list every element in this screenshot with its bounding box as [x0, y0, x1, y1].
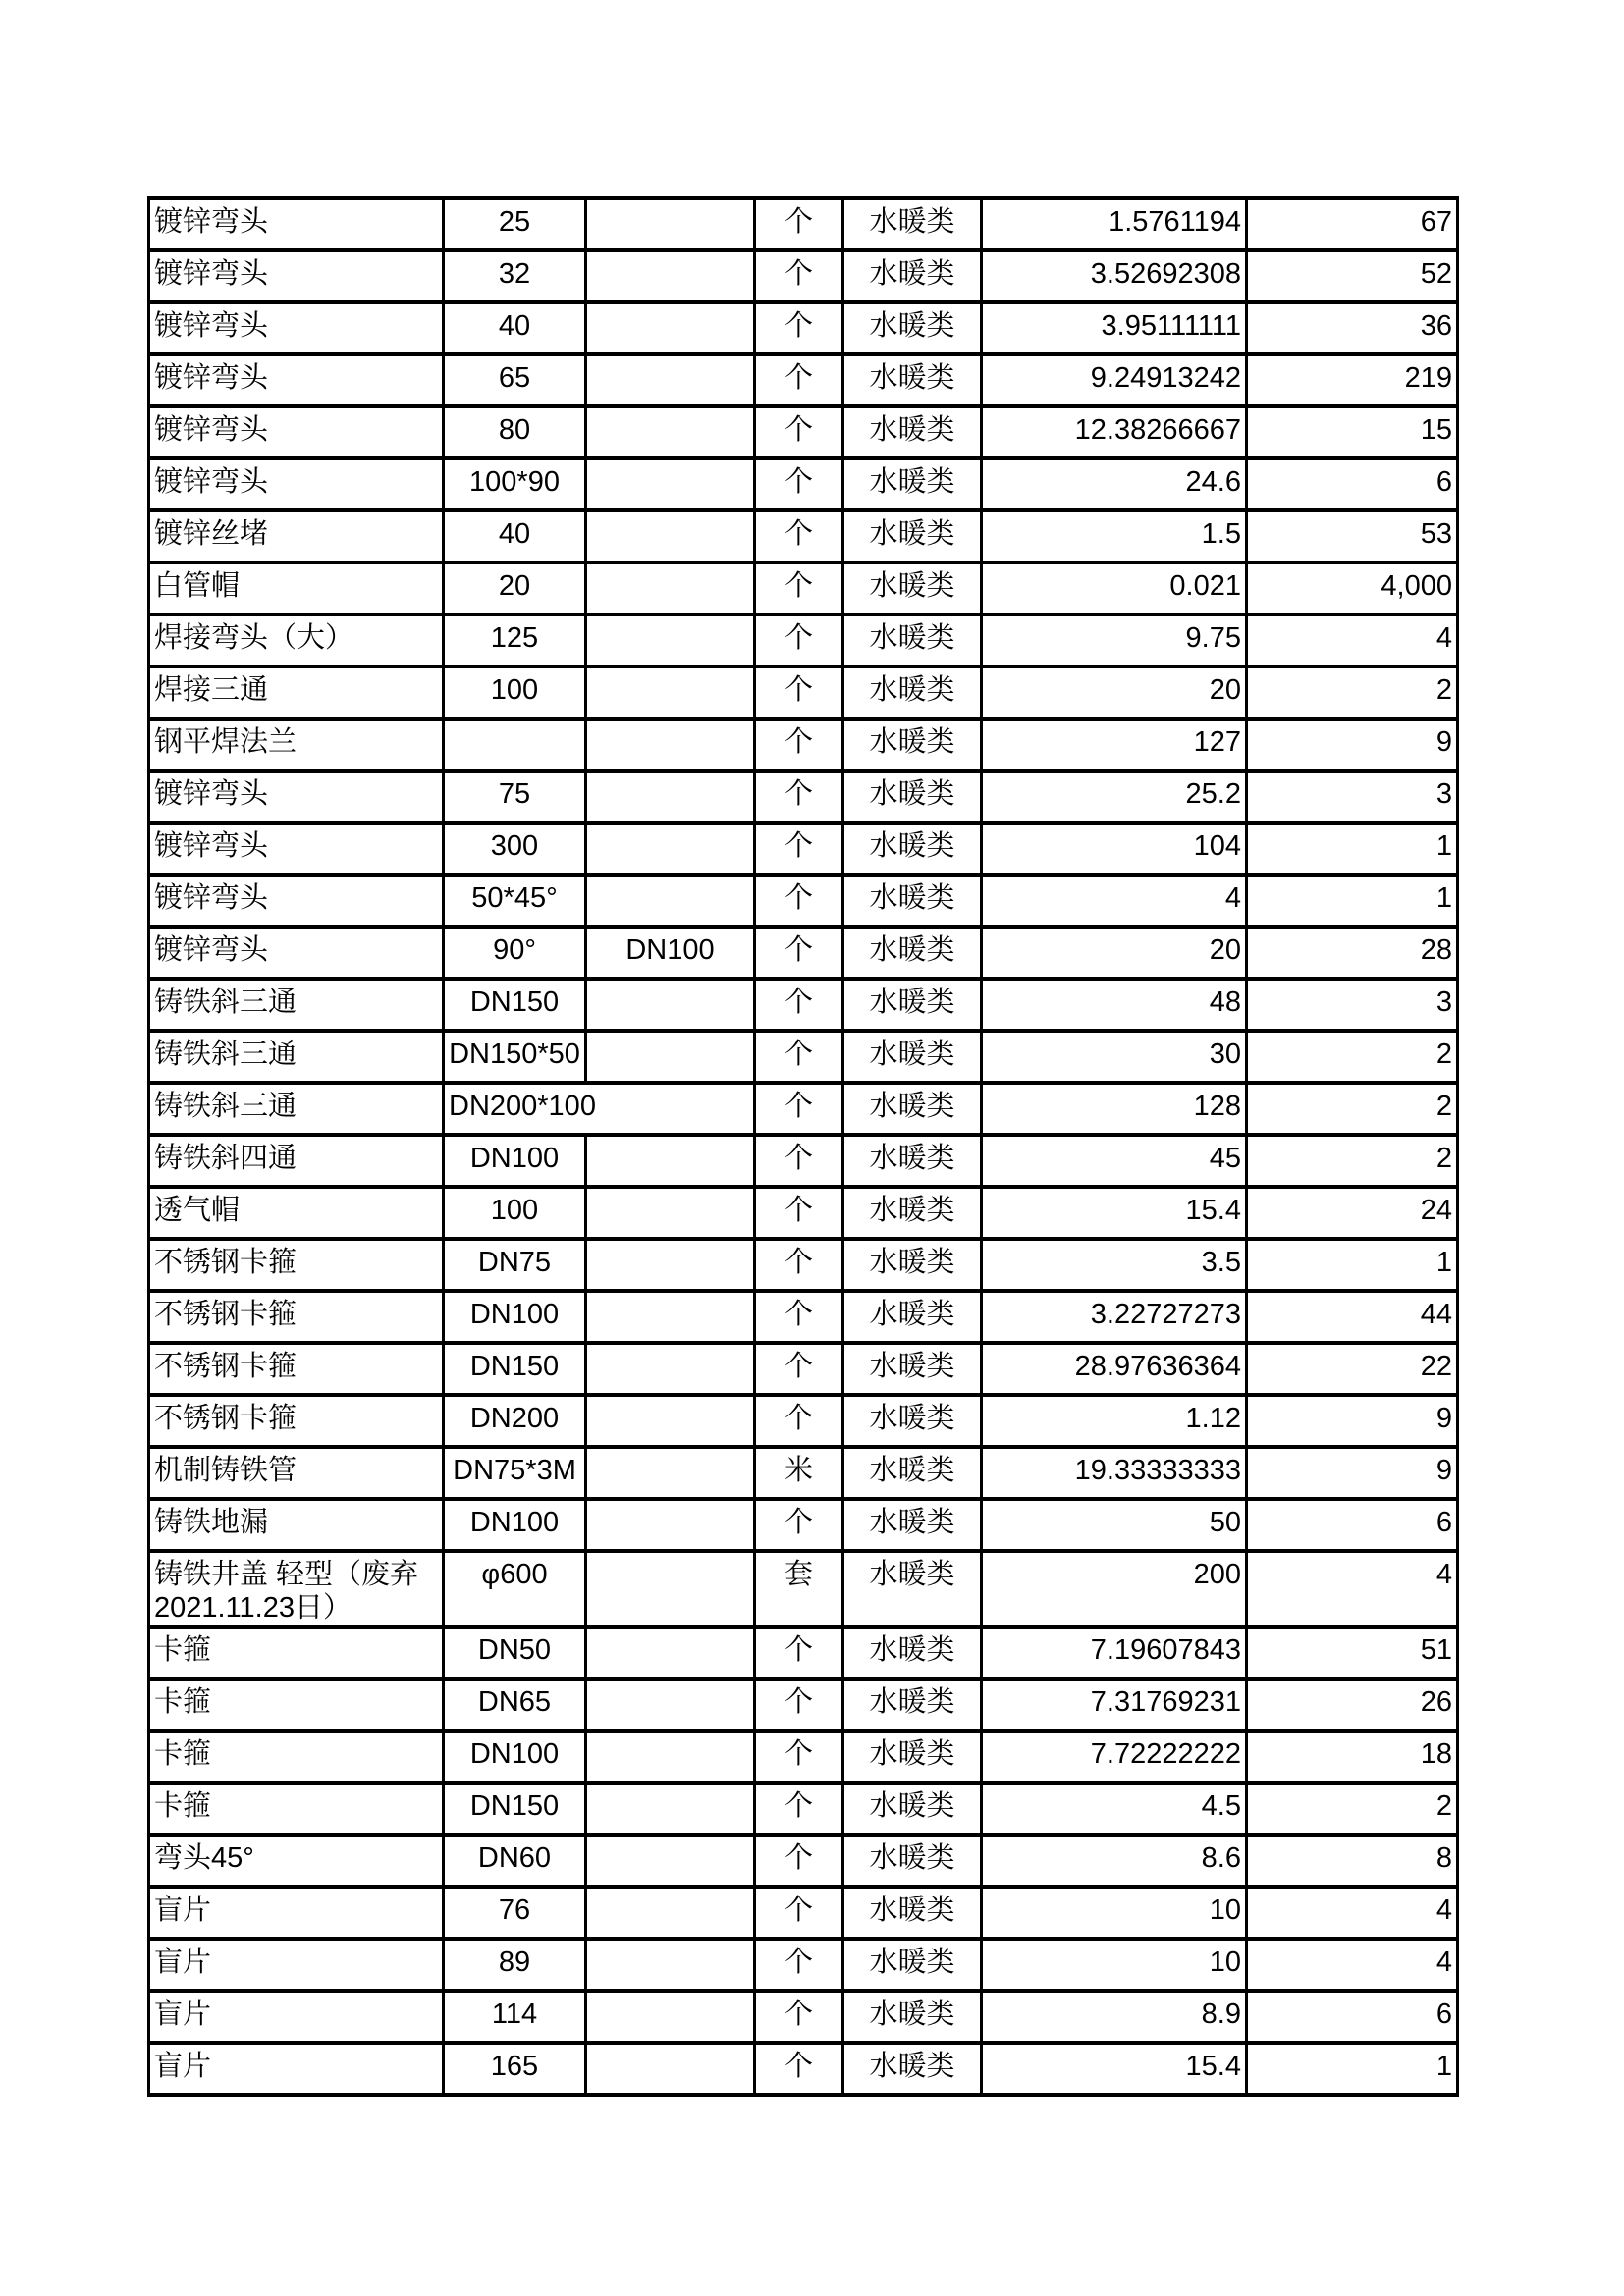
cell-qty: 15: [1247, 406, 1458, 458]
cell-spec1: DN150: [444, 1343, 586, 1395]
cell-spec1: 90°: [444, 927, 586, 979]
cell-spec1: 125: [444, 614, 586, 667]
cell-spec2: [586, 406, 755, 458]
cell-qty: 36: [1247, 302, 1458, 354]
cell-price: 15.4: [982, 1187, 1247, 1239]
cell-price: 7.31769231: [982, 1679, 1247, 1731]
table-row: [149, 1239, 1458, 1291]
cell-category: 水暖类: [843, 1031, 982, 1083]
cell-qty: 53: [1247, 510, 1458, 562]
cell-category: 水暖类: [843, 1135, 982, 1187]
cell-spec1: 300: [444, 823, 586, 875]
cell-unit: 个: [755, 1939, 843, 1991]
cell-spec1: DN200: [444, 1395, 586, 1447]
table-row: [149, 1939, 1458, 1991]
cell-spec2: [586, 198, 755, 250]
cell-category: 水暖类: [843, 1783, 982, 1835]
cell-name: 镀锌弯头: [149, 927, 444, 979]
cell-qty: 6: [1247, 458, 1458, 510]
cell-unit: 个: [755, 354, 843, 406]
cell-price: 19.33333333: [982, 1447, 1247, 1499]
cell-name: 透气帽: [149, 1187, 444, 1239]
cell-spec1: 114: [444, 1991, 586, 2043]
cell-unit: 米: [755, 1447, 843, 1499]
cell-spec2: [586, 719, 755, 771]
cell-price: 3.95111111: [982, 302, 1247, 354]
cell-spec2: [586, 1343, 755, 1395]
cell-unit: 个: [755, 1083, 843, 1135]
cell-category: 水暖类: [843, 1239, 982, 1291]
cell-price: 20: [982, 927, 1247, 979]
cell-qty: 9: [1247, 719, 1458, 771]
table-row: [149, 927, 1458, 979]
cell-name: 镀锌弯头: [149, 875, 444, 927]
cell-category: 水暖类: [843, 1835, 982, 1887]
cell-category: 水暖类: [843, 354, 982, 406]
cell-category: 水暖类: [843, 1887, 982, 1939]
cell-category: 水暖类: [843, 979, 982, 1031]
table-row: [149, 1679, 1458, 1731]
cell-price: 0.021: [982, 562, 1247, 614]
cell-unit: 个: [755, 927, 843, 979]
table-row: [149, 1627, 1458, 1679]
cell-price: 9.75: [982, 614, 1247, 667]
cell-qty: 8: [1247, 1835, 1458, 1887]
cell-category: 水暖类: [843, 1939, 982, 1991]
cell-name: 不锈钢卡箍: [149, 1343, 444, 1395]
cell-name: 不锈钢卡箍: [149, 1239, 444, 1291]
cell-unit: 个: [755, 562, 843, 614]
table-row: [149, 1187, 1458, 1239]
cell-qty: 2: [1247, 1031, 1458, 1083]
cell-price: 28.97636364: [982, 1343, 1247, 1395]
cell-unit: 个: [755, 1679, 843, 1731]
cell-name: 卡箍: [149, 1627, 444, 1679]
cell-qty: 9: [1247, 1447, 1458, 1499]
cell-category: 水暖类: [843, 719, 982, 771]
cell-price: 4: [982, 875, 1247, 927]
cell-category: 水暖类: [843, 875, 982, 927]
table-row: [149, 458, 1458, 510]
cell-spec2: [586, 1551, 755, 1627]
cell-unit: 个: [755, 614, 843, 667]
cell-unit: 个: [755, 1887, 843, 1939]
cell-spec2: [586, 2043, 755, 2095]
cell-spec1: 165: [444, 2043, 586, 2095]
cell-price: 1.5761194: [982, 198, 1247, 250]
cell-spec1: 40: [444, 302, 586, 354]
cell-category: 水暖类: [843, 302, 982, 354]
cell-spec2: [586, 875, 755, 927]
cell-name: 卡箍: [149, 1679, 444, 1731]
cell-category: 水暖类: [843, 198, 982, 250]
table-row: [149, 1835, 1458, 1887]
cell-price: 1.5: [982, 510, 1247, 562]
cell-spec1: DN60: [444, 1835, 586, 1887]
cell-qty: 3: [1247, 979, 1458, 1031]
cell-price: 3.22727273: [982, 1291, 1247, 1343]
cell-price: 25.2: [982, 771, 1247, 823]
cell-unit: 个: [755, 302, 843, 354]
cell-spec1: DN100: [444, 1291, 586, 1343]
table-row: [149, 1083, 1458, 1135]
cell-category: 水暖类: [843, 1343, 982, 1395]
cell-spec1: DN100: [444, 1731, 586, 1783]
cell-name: 铸铁斜四通: [149, 1135, 444, 1187]
cell-qty: 26: [1247, 1679, 1458, 1731]
cell-qty: 22: [1247, 1343, 1458, 1395]
cell-qty: 44: [1247, 1291, 1458, 1343]
cell-category: 水暖类: [843, 1679, 982, 1731]
cell-qty: 1: [1247, 823, 1458, 875]
cell-price: 3.52692308: [982, 250, 1247, 302]
cell-category: 水暖类: [843, 458, 982, 510]
cell-qty: 6: [1247, 1499, 1458, 1551]
cell-name: 盲片: [149, 1991, 444, 2043]
cell-spec1: 100: [444, 667, 586, 719]
cell-price: 200: [982, 1551, 1247, 1627]
cell-spec2: [586, 667, 755, 719]
cell-spec1: 100: [444, 1187, 586, 1239]
cell-unit: 个: [755, 1239, 843, 1291]
cell-category: 水暖类: [843, 1991, 982, 2043]
cell-name: 不锈钢卡箍: [149, 1395, 444, 1447]
cell-spec1: 50*45°: [444, 875, 586, 927]
cell-name: 不锈钢卡箍: [149, 1291, 444, 1343]
table-row: [149, 667, 1458, 719]
cell-unit: 个: [755, 667, 843, 719]
table-row: [149, 1031, 1458, 1083]
cell-category: 水暖类: [843, 927, 982, 979]
cell-qty: 2: [1247, 1083, 1458, 1135]
cell-unit: 个: [755, 1991, 843, 2043]
cell-name: 白管帽: [149, 562, 444, 614]
cell-name: 铸铁斜三通: [149, 979, 444, 1031]
cell-name: 镀锌弯头: [149, 302, 444, 354]
table-row: [149, 1991, 1458, 2043]
cell-unit: 个: [755, 1627, 843, 1679]
cell-name: 镀锌丝堵: [149, 510, 444, 562]
cell-price: 9.24913242: [982, 354, 1247, 406]
cell-spec1: φ600: [444, 1551, 586, 1627]
table-row: [149, 1731, 1458, 1783]
cell-price: 48: [982, 979, 1247, 1031]
table-row: [149, 719, 1458, 771]
cell-spec2: [586, 823, 755, 875]
cell-qty: 2: [1247, 667, 1458, 719]
cell-spec1: [444, 719, 586, 771]
cell-spec2: [586, 1135, 755, 1187]
cell-price: 45: [982, 1135, 1247, 1187]
cell-spec2: [586, 1291, 755, 1343]
cell-spec1: DN150: [444, 979, 586, 1031]
cell-name: 镀锌弯头: [149, 823, 444, 875]
cell-spec2: [586, 1887, 755, 1939]
cell-name: 钢平焊法兰: [149, 719, 444, 771]
cell-spec2: [586, 1679, 755, 1731]
cell-qty: 4: [1247, 1551, 1458, 1627]
cell-unit: 个: [755, 1187, 843, 1239]
cell-spec1: 20: [444, 562, 586, 614]
cell-name: 焊接三通: [149, 667, 444, 719]
table-row: [149, 1551, 1458, 1627]
table-row: [149, 1887, 1458, 1939]
cell-spec1: 25: [444, 198, 586, 250]
cell-spec1: DN200*100: [444, 1083, 755, 1135]
cell-spec2: [586, 614, 755, 667]
cell-unit: 个: [755, 823, 843, 875]
table-row: [149, 1343, 1458, 1395]
table-row: [149, 406, 1458, 458]
table-row: [149, 979, 1458, 1031]
cell-category: 水暖类: [843, 562, 982, 614]
cell-unit: 个: [755, 250, 843, 302]
cell-price: 104: [982, 823, 1247, 875]
cell-category: 水暖类: [843, 1291, 982, 1343]
cell-unit: 个: [755, 510, 843, 562]
cell-category: 水暖类: [843, 1395, 982, 1447]
cell-unit: 个: [755, 458, 843, 510]
cell-spec2: [586, 250, 755, 302]
cell-spec1: DN100: [444, 1135, 586, 1187]
cell-unit: 个: [755, 2043, 843, 2095]
cell-unit: 个: [755, 1835, 843, 1887]
cell-spec1: 76: [444, 1887, 586, 1939]
cell-name: 焊接弯头（大）: [149, 614, 444, 667]
cell-spec2: [586, 1627, 755, 1679]
cell-price: 127: [982, 719, 1247, 771]
cell-spec1: 89: [444, 1939, 586, 1991]
cell-spec1: 32: [444, 250, 586, 302]
cell-spec1: DN75*3M: [444, 1447, 586, 1499]
cell-qty: 219: [1247, 354, 1458, 406]
cell-category: 水暖类: [843, 1187, 982, 1239]
cell-qty: 24: [1247, 1187, 1458, 1239]
cell-spec2: [586, 302, 755, 354]
cell-spec2: [586, 1239, 755, 1291]
cell-price: 1.12: [982, 1395, 1247, 1447]
cell-name: 铸铁斜三通: [149, 1031, 444, 1083]
cell-category: 水暖类: [843, 1551, 982, 1627]
cell-price: 24.6: [982, 458, 1247, 510]
cell-price: 8.6: [982, 1835, 1247, 1887]
cell-unit: 个: [755, 875, 843, 927]
cell-spec2: [586, 771, 755, 823]
cell-spec2: [586, 1031, 755, 1083]
cell-unit: 个: [755, 1783, 843, 1835]
inventory-table: [147, 196, 1459, 2097]
cell-price: 8.9: [982, 1991, 1247, 2043]
cell-price: 4.5: [982, 1783, 1247, 1835]
cell-spec2: [586, 979, 755, 1031]
table-row: [149, 1499, 1458, 1551]
cell-unit: 个: [755, 1731, 843, 1783]
cell-category: 水暖类: [843, 1731, 982, 1783]
cell-qty: 28: [1247, 927, 1458, 979]
cell-name: 镀锌弯头: [149, 458, 444, 510]
cell-price: 7.19607843: [982, 1627, 1247, 1679]
cell-spec2: [586, 1991, 755, 2043]
cell-name: 镀锌弯头: [149, 406, 444, 458]
table-row: [149, 875, 1458, 927]
cell-qty: 4: [1247, 1887, 1458, 1939]
cell-unit: 个: [755, 406, 843, 458]
cell-name: 铸铁斜三通: [149, 1083, 444, 1135]
cell-category: 水暖类: [843, 250, 982, 302]
cell-price: 128: [982, 1083, 1247, 1135]
cell-spec2: [586, 562, 755, 614]
cell-spec2: [586, 1187, 755, 1239]
cell-spec1: DN50: [444, 1627, 586, 1679]
table-row: [149, 771, 1458, 823]
cell-unit: 个: [755, 1135, 843, 1187]
cell-name: 镀锌弯头: [149, 771, 444, 823]
cell-spec2: [586, 1783, 755, 1835]
table-row: [149, 1783, 1458, 1835]
cell-price: 7.72222222: [982, 1731, 1247, 1783]
table-row: [149, 198, 1458, 250]
cell-spec1: 75: [444, 771, 586, 823]
table-row: [149, 354, 1458, 406]
cell-category: 水暖类: [843, 1499, 982, 1551]
cell-name: 弯头45°: [149, 1835, 444, 1887]
cell-category: 水暖类: [843, 510, 982, 562]
cell-spec2: [586, 1447, 755, 1499]
cell-category: 水暖类: [843, 614, 982, 667]
cell-unit: 个: [755, 771, 843, 823]
cell-qty: 4: [1247, 614, 1458, 667]
cell-category: 水暖类: [843, 1627, 982, 1679]
cell-name: 铸铁井盖 轻型（废弃2021.11.23日）: [149, 1551, 444, 1627]
cell-category: 水暖类: [843, 406, 982, 458]
table-body: [149, 198, 1458, 2095]
cell-price: 10: [982, 1939, 1247, 1991]
cell-name: 镀锌弯头: [149, 354, 444, 406]
cell-qty: 2: [1247, 1783, 1458, 1835]
cell-spec2: [586, 354, 755, 406]
cell-spec2: [586, 1395, 755, 1447]
cell-qty: 1: [1247, 2043, 1458, 2095]
cell-unit: 套: [755, 1551, 843, 1627]
table-row: [149, 1135, 1458, 1187]
cell-category: 水暖类: [843, 1083, 982, 1135]
cell-spec1: 40: [444, 510, 586, 562]
cell-spec1: 80: [444, 406, 586, 458]
cell-name: 盲片: [149, 1939, 444, 1991]
cell-name: 铸铁地漏: [149, 1499, 444, 1551]
cell-qty: 3: [1247, 771, 1458, 823]
cell-unit: 个: [755, 1395, 843, 1447]
cell-category: 水暖类: [843, 667, 982, 719]
cell-name: 盲片: [149, 1887, 444, 1939]
cell-category: 水暖类: [843, 771, 982, 823]
cell-name: 镀锌弯头: [149, 250, 444, 302]
cell-unit: 个: [755, 198, 843, 250]
table-row: [149, 1395, 1458, 1447]
cell-qty: 2: [1247, 1135, 1458, 1187]
cell-unit: 个: [755, 979, 843, 1031]
table-row: [149, 562, 1458, 614]
cell-category: 水暖类: [843, 1447, 982, 1499]
table-row: [149, 250, 1458, 302]
cell-qty: 18: [1247, 1731, 1458, 1783]
table-row: [149, 823, 1458, 875]
cell-category: 水暖类: [843, 823, 982, 875]
table-row: [149, 1291, 1458, 1343]
cell-qty: 1: [1247, 875, 1458, 927]
table-row: [149, 614, 1458, 667]
cell-spec2: DN100: [586, 927, 755, 979]
cell-spec1: 65: [444, 354, 586, 406]
cell-price: 50: [982, 1499, 1247, 1551]
cell-spec2: [586, 1731, 755, 1783]
cell-unit: 个: [755, 1343, 843, 1395]
cell-price: 12.38266667: [982, 406, 1247, 458]
cell-qty: 4: [1247, 1939, 1458, 1991]
cell-spec1: DN65: [444, 1679, 586, 1731]
cell-unit: 个: [755, 1499, 843, 1551]
cell-qty: 6: [1247, 1991, 1458, 2043]
cell-qty: 1: [1247, 1239, 1458, 1291]
cell-spec1: 100*90: [444, 458, 586, 510]
cell-qty: 9: [1247, 1395, 1458, 1447]
cell-price: 3.5: [982, 1239, 1247, 1291]
cell-spec2: [586, 510, 755, 562]
cell-spec1: DN75: [444, 1239, 586, 1291]
table-row: [149, 1447, 1458, 1499]
cell-spec1: DN150*50: [444, 1031, 586, 1083]
cell-qty: 4,000: [1247, 562, 1458, 614]
cell-spec2: [586, 458, 755, 510]
cell-name: 镀锌弯头: [149, 198, 444, 250]
table-row: [149, 2043, 1458, 2095]
cell-price: 10: [982, 1887, 1247, 1939]
table-row: [149, 510, 1458, 562]
cell-unit: 个: [755, 1031, 843, 1083]
cell-spec1: DN100: [444, 1499, 586, 1551]
cell-spec2: [586, 1499, 755, 1551]
cell-name: 卡箍: [149, 1783, 444, 1835]
cell-unit: 个: [755, 719, 843, 771]
cell-category: 水暖类: [843, 2043, 982, 2095]
cell-spec2: [586, 1939, 755, 1991]
cell-price: 15.4: [982, 2043, 1247, 2095]
cell-qty: 52: [1247, 250, 1458, 302]
cell-spec2: [586, 1835, 755, 1887]
cell-unit: 个: [755, 1291, 843, 1343]
cell-name: 卡箍: [149, 1731, 444, 1783]
cell-price: 30: [982, 1031, 1247, 1083]
table-row: [149, 302, 1458, 354]
cell-name: 机制铸铁管: [149, 1447, 444, 1499]
cell-qty: 51: [1247, 1627, 1458, 1679]
cell-price: 20: [982, 667, 1247, 719]
cell-qty: 67: [1247, 198, 1458, 250]
cell-spec1: DN150: [444, 1783, 586, 1835]
cell-name: 盲片: [149, 2043, 444, 2095]
